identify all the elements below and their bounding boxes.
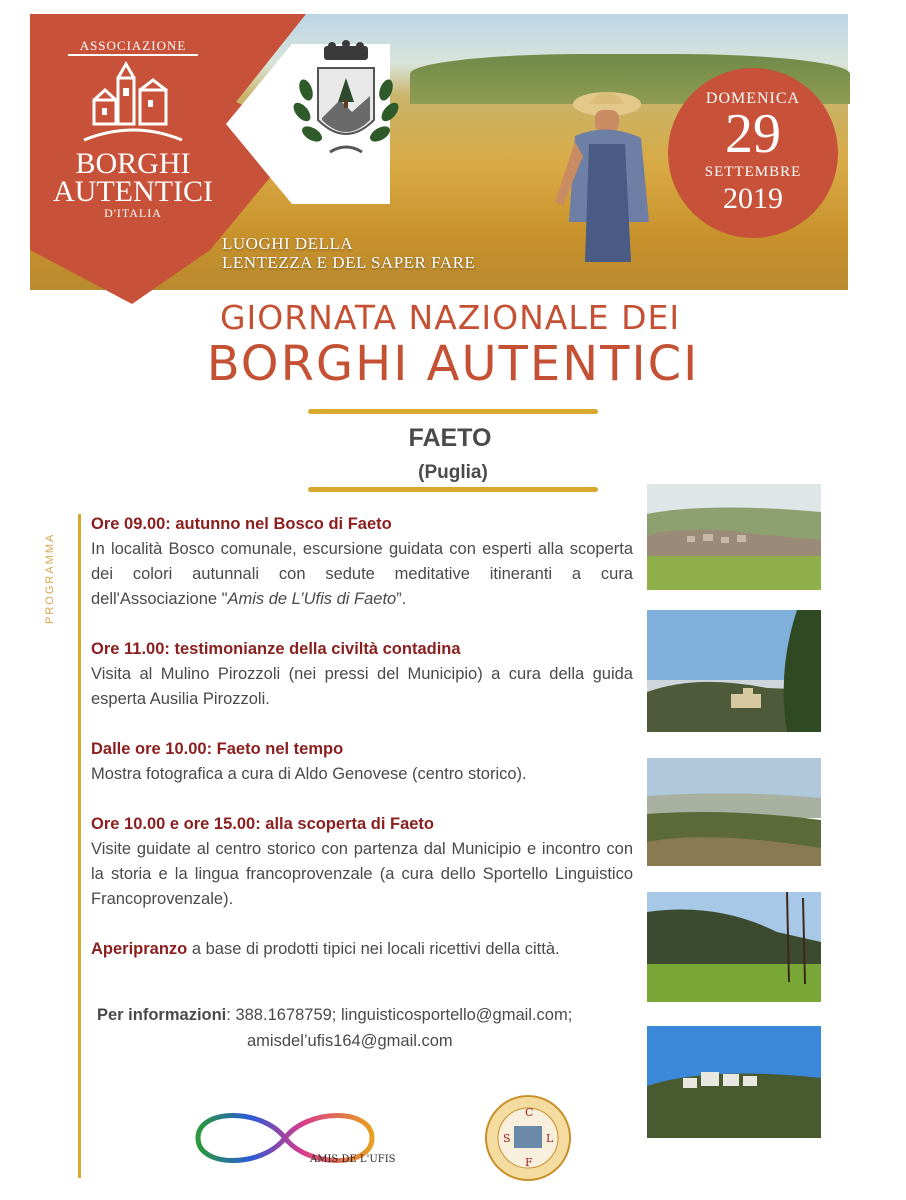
region-name: (Puglia): [418, 462, 488, 483]
aperipranzo-text: a base di prodotti tipici nei locali ricettivi della città.: [187, 940, 560, 958]
title-line-2: BORGHI AUTENTICI: [206, 336, 700, 392]
program-item-body: [91, 537, 633, 612]
logo-country: D'ITALIA: [104, 206, 162, 220]
program-list: [91, 512, 633, 962]
village-logo-icon: [78, 60, 188, 148]
logo-name: BORGHI AUTENTICI: [53, 147, 213, 208]
slogan-line-1: LUOGHI DELLA: [222, 234, 354, 253]
title-underline: [308, 409, 598, 414]
farmer-illustration: [545, 82, 665, 262]
info-contacts: : 388.1678759; linguisticosportello@gmail.com;: [226, 1006, 573, 1024]
photo-valley: [647, 758, 821, 866]
program-item-title: Ore 10.00 e ore 15.00: alla scoperta di Faeto: [91, 815, 435, 833]
side-label-text: PROGRAMMA: [44, 532, 56, 624]
photo-village-panorama: [647, 484, 821, 590]
info-email-2: amisdel’ufis164@gmail.com: [247, 1032, 453, 1050]
csl-letter-f: F: [525, 1156, 533, 1169]
photo-village-mist: [647, 610, 821, 732]
program-item-body-text: In località Bosco comunale, escursione guidata con esperti alla scoperta dei colori autunnali con sedute meditative itineranti a cura dell'Associazione ": [91, 540, 633, 608]
date-weekday: DOMENICA: [705, 90, 801, 107]
csl-letter-c: C: [525, 1106, 534, 1119]
title-line-1: GIORNATA NAZIONALE DEI: [219, 298, 681, 337]
aperipranzo-line: [91, 937, 633, 962]
photo-meadow: [647, 892, 821, 1002]
side-label: [44, 512, 74, 624]
amis-logo: [192, 1104, 396, 1172]
date-badge: [668, 68, 838, 238]
amis-logo-text: AMIS DE L'UFIS: [310, 1154, 396, 1165]
slogan: [222, 234, 512, 272]
photo-hilltop-town: [647, 1026, 821, 1138]
program-item-body-end: ”.: [396, 590, 407, 608]
town-crest-icon: [282, 40, 410, 170]
region-underline: [308, 487, 598, 492]
csl-logo: [484, 1094, 572, 1182]
program-item-body-italic: Amis de L’Ufis di Faeto: [227, 590, 397, 608]
date-day: 29: [725, 103, 781, 165]
side-bar: [78, 514, 81, 1178]
program-item: [91, 512, 633, 612]
program-item-body: Visita al Mulino Pirozzoli (nei pressi del Municipio) a cura della guida esperta Ausilia Pirozzoli.: [91, 665, 633, 708]
slogan-line-2: LENTEZZA E DEL SAPER FARE: [222, 253, 476, 272]
aperipranzo-label: Aperipranzo: [91, 940, 188, 958]
program-item: [91, 637, 633, 712]
program-item: [91, 812, 633, 912]
date-month: SETTEMBRE: [704, 164, 802, 180]
association-label: ASSOCIAZIONE: [79, 38, 187, 53]
program-item-title: Ore 09.00: autunno nel Bosco di Faeto: [91, 515, 392, 533]
program-item-title: Dalle ore 10.00: Faeto nel tempo: [91, 740, 344, 758]
info-block: [91, 1002, 633, 1054]
program-item-body: Visite guidate al centro storico con partenza dal Municipio e incontro con la storia e la lingua francoprovenzale (a cura dello Sportello Linguistico Francoprovenzale).: [91, 840, 633, 908]
town-name: FAETO: [408, 424, 492, 452]
program-item: [91, 737, 633, 787]
info-label: Per informazioni: [97, 1006, 227, 1024]
program-item-body: Mostra fotografica a cura di Aldo Genovese (centro storico).: [91, 765, 527, 783]
csl-letter-l: L: [546, 1132, 554, 1145]
association-rule: [68, 54, 198, 56]
program-item-title: Ore 11.00: testimonianze della civiltà contadina: [91, 640, 461, 658]
csl-letter-s: S: [503, 1132, 511, 1145]
date-year: 2019: [723, 182, 783, 215]
